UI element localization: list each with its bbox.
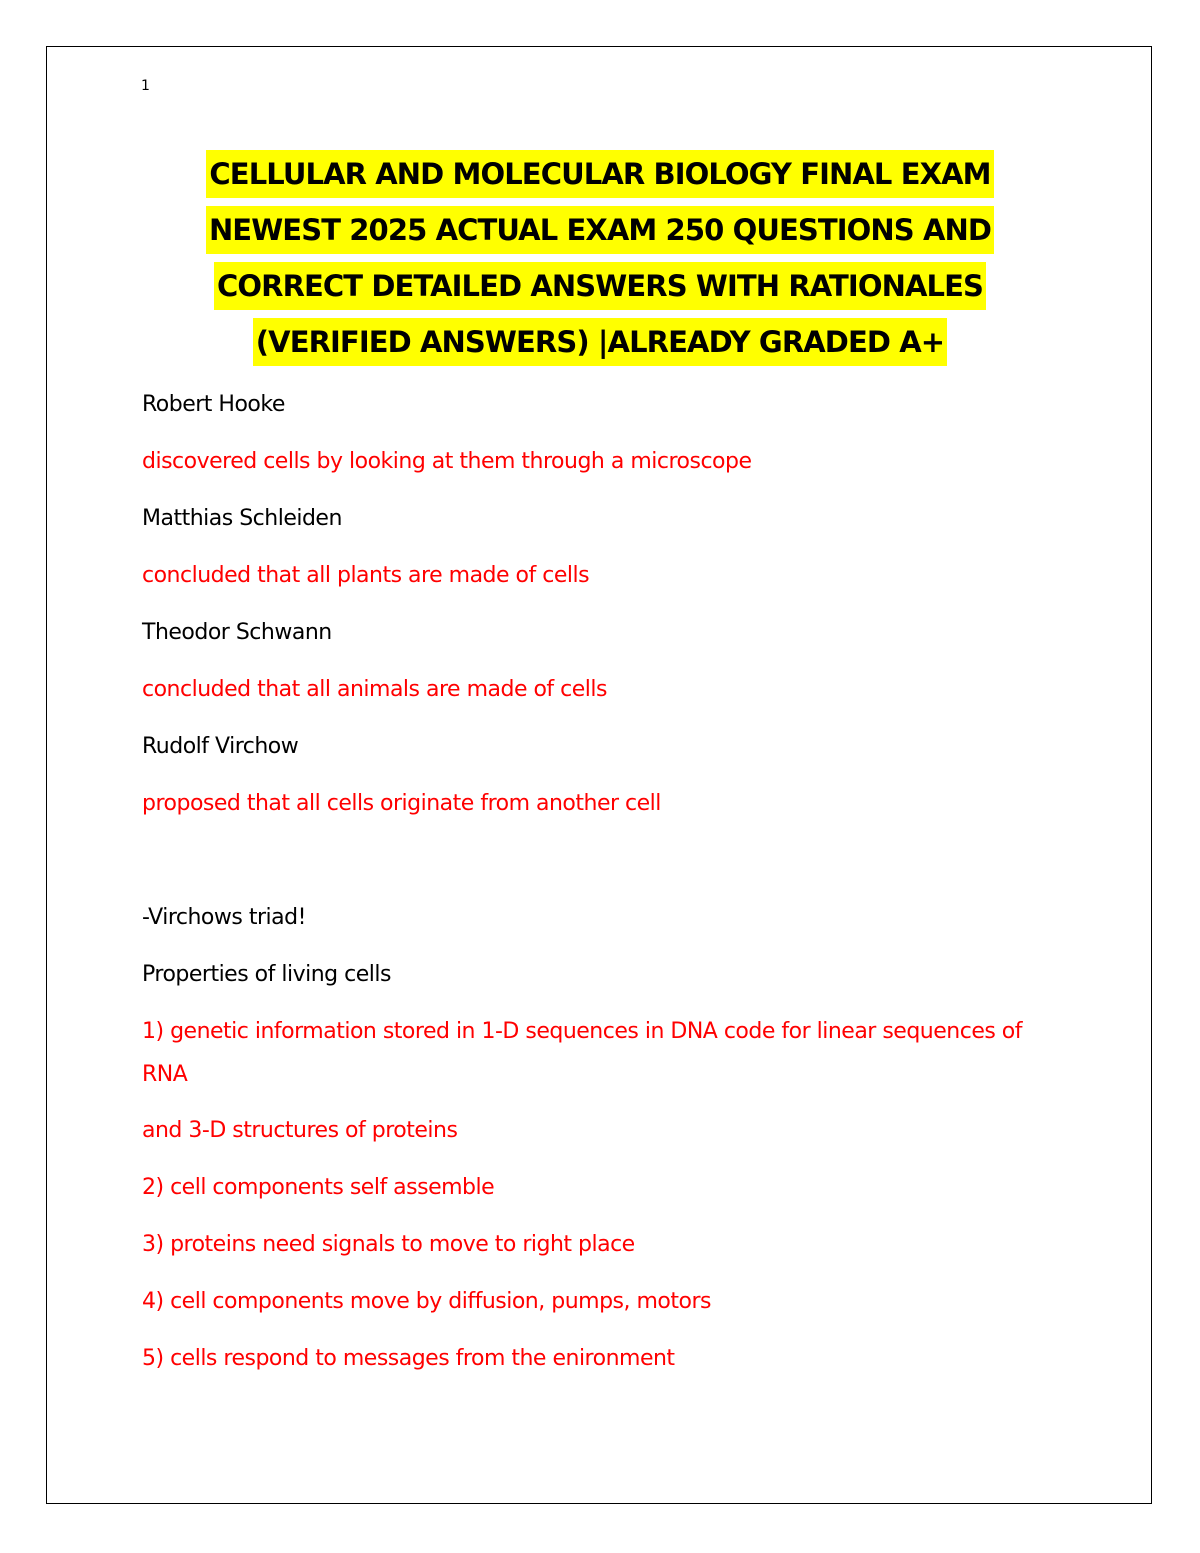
question-term: Theodor Schwann bbox=[142, 620, 332, 645]
document-body bbox=[142, 383, 1042, 1394]
answer-text: 3) proteins need signals to move to right place bbox=[142, 1232, 635, 1257]
answer-text: proposed that all cells originate from another cell bbox=[142, 791, 661, 816]
answer-text: 5) cells respond to messages from the enironment bbox=[142, 1346, 675, 1371]
question-term: -Virchows triad! bbox=[142, 905, 306, 930]
title-line: (VERIFIED ANSWERS) |ALREADY GRADED A+ bbox=[253, 318, 947, 366]
question-term: Rudolf Virchow bbox=[142, 734, 299, 759]
answer-text: concluded that all plants are made of cells bbox=[142, 563, 590, 588]
answer-text: discovered cells by looking at them through a microscope bbox=[142, 449, 752, 474]
title-line: NEWEST 2025 ACTUAL EXAM 250 QUESTIONS AND bbox=[206, 206, 994, 254]
answer-text: and 3-D structures of proteins bbox=[142, 1118, 458, 1143]
blank-line bbox=[142, 839, 1042, 896]
question-term: Robert Hooke bbox=[142, 392, 285, 417]
question-term: Properties of living cells bbox=[142, 962, 391, 987]
answer-text: 1) genetic information stored in 1-D sequences in DNA code for linear sequences of RNA bbox=[142, 1019, 1023, 1087]
answer-text: 2) cell components self assemble bbox=[142, 1175, 495, 1200]
question-term: Matthias Schleiden bbox=[142, 506, 342, 531]
answer-text: concluded that all animals are made of cells bbox=[142, 677, 607, 702]
answer-text: 4) cell components move by diffusion, pumps, motors bbox=[142, 1289, 711, 1314]
title-line: CORRECT DETAILED ANSWERS WITH RATIONALES bbox=[214, 262, 986, 310]
page-number: 1 bbox=[141, 78, 150, 94]
document-title bbox=[100, 146, 1100, 370]
title-line: CELLULAR AND MOLECULAR BIOLOGY FINAL EXAM bbox=[206, 150, 993, 198]
